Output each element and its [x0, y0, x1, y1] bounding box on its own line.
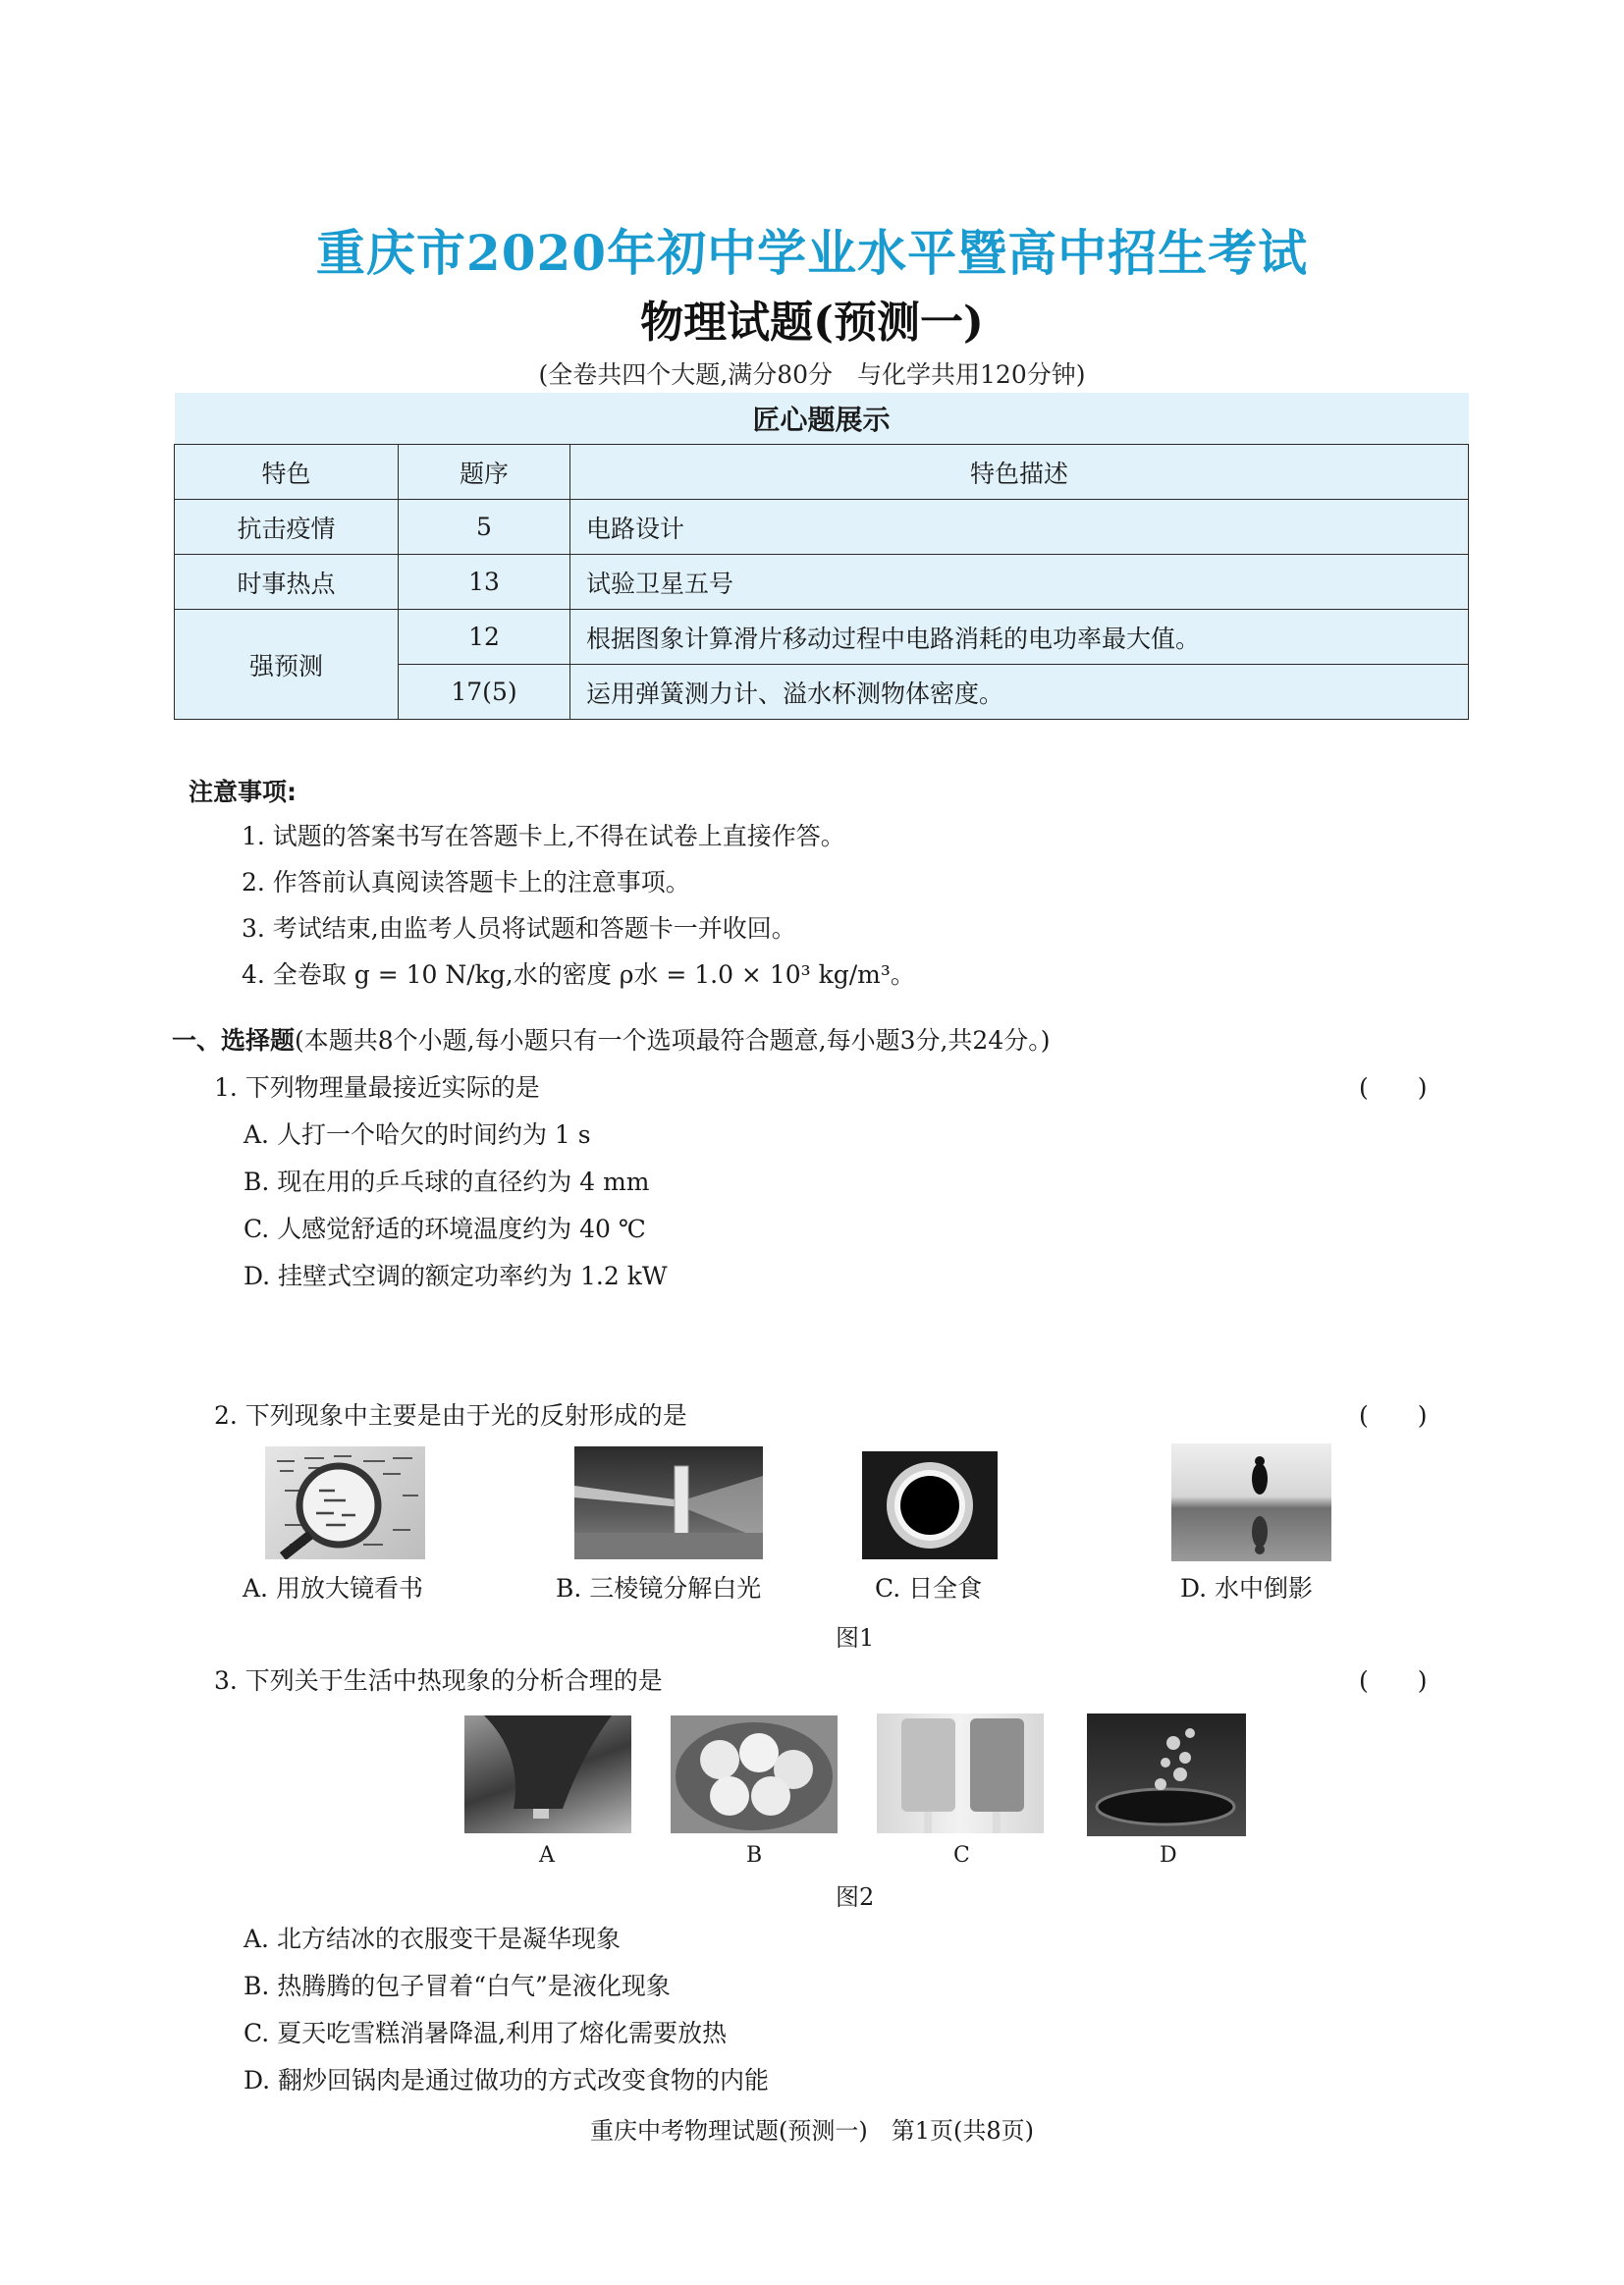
table-row — [175, 555, 1469, 610]
feature-cell: 时事热点 — [175, 555, 399, 610]
question-2-stem: 2. 下列现象中主要是由于光的反射形成的是 — [214, 1401, 687, 1430]
column-header-feature: 特色 — [175, 445, 399, 500]
column-header-description: 特色描述 — [570, 445, 1469, 500]
section-label: 一、选择题 — [172, 1026, 296, 1055]
figure-caption: C. 日全食 — [875, 1574, 983, 1603]
showcase-table — [174, 393, 1469, 720]
stir-fry-photo — [1087, 1714, 1246, 1836]
question-3-option: B. 热腾腾的包子冒着“白气”是液化现象 — [244, 1972, 671, 2000]
notice-item: 1. 试题的答案书写在答题卡上,不得在试卷上直接作答。 — [242, 822, 845, 850]
figure-label-a: A — [539, 1843, 555, 1868]
question-3-stem: 3. 下列关于生活中热现象的分析合理的是 — [214, 1666, 663, 1695]
notice-item: 4. 全卷取 g = 10 N/kg,水的密度 ρ水 = 1.0 × 10³ kg/m³。 — [242, 960, 915, 989]
feature-cell: 强预测 — [175, 610, 399, 720]
description-cell: 电路设计 — [570, 500, 1469, 555]
figure-caption: A. 用放大镜看书 — [243, 1574, 423, 1603]
popsicle-photo — [877, 1714, 1044, 1833]
column-header-number: 题序 — [399, 445, 570, 500]
answer-blank: ( ) — [1359, 1401, 1428, 1430]
notice-item: 3. 考试结束,由监考人员将试题和答题卡一并收回。 — [242, 914, 796, 943]
description-cell: 运用弹簧测力计、溢水杯测物体密度。 — [570, 665, 1469, 720]
section-description: (本题共8个小题,每小题只有一个选项最符合题意,每小题3分,共24分。) — [295, 1026, 1051, 1055]
question-3-option: A. 北方结冰的衣服变干是凝华现象 — [244, 1925, 621, 1953]
showcase-title: 匠心题展示 — [175, 393, 1469, 445]
prism-photo — [574, 1446, 763, 1559]
frozen-clothes-photo — [464, 1715, 631, 1833]
number-cell: 5 — [399, 500, 570, 555]
number-cell: 13 — [399, 555, 570, 610]
question-3-option: D. 翻炒回锅肉是通过做功的方式改变食物的内能 — [244, 2066, 770, 2095]
steamed-buns-photo — [671, 1715, 838, 1833]
figure-label-b: B — [746, 1843, 763, 1868]
number-cell: 12 — [399, 610, 570, 665]
table-row — [175, 500, 1469, 555]
figure-label: 图2 — [836, 1883, 875, 1911]
notice-item: 2. 作答前认真阅读答题卡上的注意事项。 — [242, 868, 690, 897]
answer-blank: ( ) — [1359, 1073, 1428, 1102]
solar-eclipse-photo — [862, 1451, 998, 1559]
exam-title: 重庆市2020年初中学业水平暨高中招生考试 — [315, 224, 1309, 282]
exam-note: (全卷共四个大题,满分80分 与化学共用120分钟) — [538, 360, 1086, 389]
figure-caption: B. 三棱镜分解白光 — [556, 1574, 762, 1603]
question-1-stem: 1. 下列物理量最接近实际的是 — [214, 1073, 540, 1102]
page-footer: 重庆中考物理试题(预测一) 第1页(共8页) — [590, 2117, 1034, 2145]
question-1-option: C. 人感觉舒适的环境温度约为 40 ℃ — [244, 1215, 646, 1243]
figure-label-d: D — [1160, 1843, 1177, 1868]
question-3-option: C. 夏天吃雪糕消暑降温,利用了熔化需要放热 — [244, 2019, 728, 2047]
paper-subtitle: 物理试题(预测一) — [640, 298, 984, 348]
description-cell: 根据图象计算滑片移动过程中电路消耗的电功率最大值。 — [570, 610, 1469, 665]
figure-caption: D. 水中倒影 — [1180, 1574, 1314, 1603]
question-1-option: D. 挂壁式空调的额定功率约为 1.2 kW — [244, 1262, 668, 1290]
answer-blank: ( ) — [1359, 1666, 1428, 1695]
question-1-option: B. 现在用的乒乓球的直径约为 4 mm — [244, 1168, 650, 1196]
penguin-reflection-photo — [1171, 1443, 1331, 1561]
table-row — [175, 610, 1469, 665]
number-cell: 17(5) — [399, 665, 570, 720]
description-cell: 试验卫星五号 — [570, 555, 1469, 610]
figure-label: 图1 — [836, 1624, 875, 1652]
feature-cell: 抗击疫情 — [175, 500, 399, 555]
section-header — [172, 1021, 1051, 1057]
magnifier-photo — [265, 1446, 425, 1559]
figure-label-c: C — [953, 1843, 970, 1868]
notice-title: 注意事项: — [189, 778, 297, 806]
question-1-option: A. 人打一个哈欠的时间约为 1 s — [244, 1120, 591, 1149]
